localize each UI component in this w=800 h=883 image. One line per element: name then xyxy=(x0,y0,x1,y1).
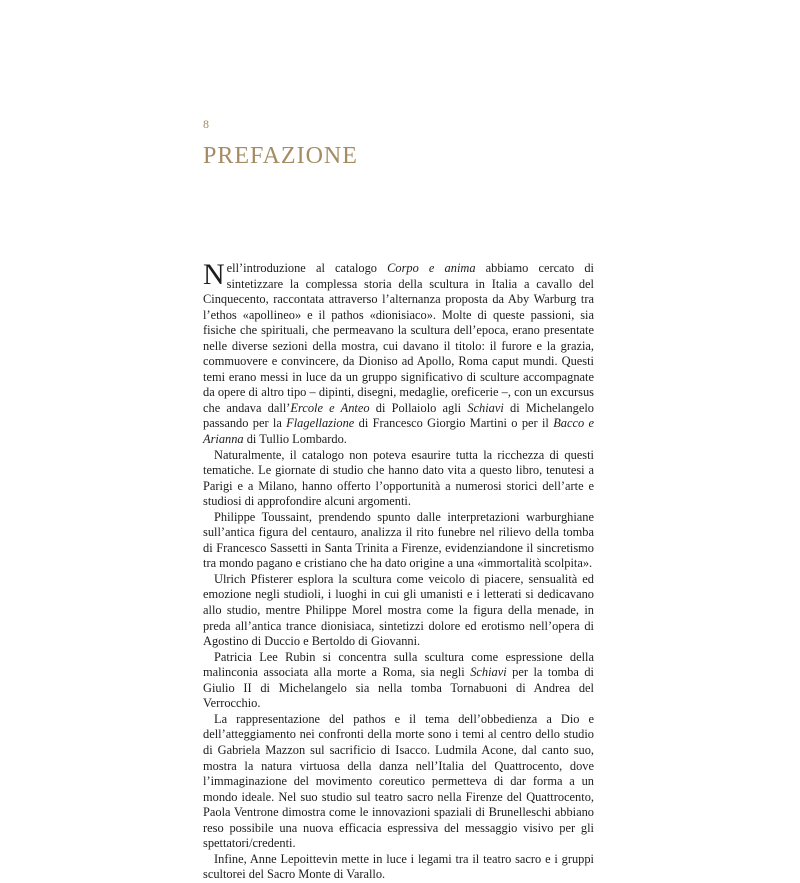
body-text xyxy=(203,258,595,883)
paragraph: Naturalmente, il catalogo non poteva esaurire tutta la ricchezza di questi tematiche. Le giornate di studio che hanno dato vita a questo libro, tenutesi a Parigi e a Milano, hanno offerto l’opportunità a numerosi storici dell’arte e studiosi di approfondire alcuni argomenti. xyxy=(203,447,594,509)
paragraph: Philippe Toussaint, prendendo spunto dalle interpretazioni warburghiane sull’antica figura del centauro, analizza il rito funebre nel rilievo della tomba di Francesco Sassetti in Santa Trinita a Firenze, evidenziandone il sincretismo tra mondo pagano e cristiano che ha dato origine a una «immortalità scolpita». xyxy=(203,509,594,571)
page-title: PREFAZIONE xyxy=(203,143,358,169)
paragraph: Nell’introduzione al catalogo Corpo e anima abbiamo cercato di sintetizzare la complessa storia della scultura in Italia a cavallo del Cinquecento, raccontata attraverso l’alternanza proposta da Aby Warburg tra l’ethos «apollineo» e il pathos «dionisiaco». Molte di queste passioni, sia fisiche che spirituali, che permeavano la scultura dell’epoca, erano presentate nelle diverse sezioni della mostra, cui davano il titolo: il furore e la grazia, commuovere e convincere, da Dioniso ad Apollo, Roma caput mundi. Questi temi erano messi in luce da un gruppo significativo di sculture accompagnate da opere di altro tipo – dipinti, disegni, medaglie, oreficerie –, con un excursus che andava dall’Ercole e Anteo di Pollaiolo agli Schiavi di Michelangelo passando per la Flagellazione di Francesco Giorgio Martini o per il Bacco e Arianna di Tullio Lombardo. xyxy=(203,258,595,447)
drop-cap: N xyxy=(203,258,225,291)
paragraph: La rappresentazione del pathos e il tema dell’obbedienza a Dio e dell’atteggiamento nei confronti della morte sono i temi al centro dello studio di Gabriela Mazzon sul sacrificio di Isacco. Ludmila Acone, dal canto suo, mostra la natura virtuosa della danza nell’Italia del Quattrocento, dove l’immaginazione del movimento coreutico permetteva di dar forma a un mondo ideale. Nel suo studio sul teatro sacro nella Firenze del Quattrocento, Paola Ventrone dimostra come le innovazioni spaziali di Brunelleschi abbiano reso possibile una nuova efficacia espressiva del messaggio visivo per gli spettatori/credenti. xyxy=(203,711,594,851)
paragraph: Infine, Anne Lepoittevin mette in luce i legami tra il teatro sacro e i gruppi scultorei del Sacro Monte di Varallo. xyxy=(203,851,594,882)
paragraph: Ulrich Pfisterer esplora la scultura come veicolo di piacere, sensualità ed emozione negli studioli, i luoghi in cui gli umanisti e i letterati si dedicavano allo studio, mentre Philippe Morel mostra come la figura della menade, in preda all’antica trance dionisiaca, sintetizzi dolore ed erotismo nell’opera di Agostino di Duccio e Bertoldo di Giovanni. xyxy=(203,571,594,649)
paragraph: Patricia Lee Rubin si concentra sulla scultura come espressione della malinconia associata alla morte a Roma, sia negli Schiavi per la tomba di Giulio II di Michelangelo sia nella tomba Tornabuoni di Andrea del Verrocchio. xyxy=(203,649,594,711)
page-number: 8 xyxy=(203,117,209,131)
